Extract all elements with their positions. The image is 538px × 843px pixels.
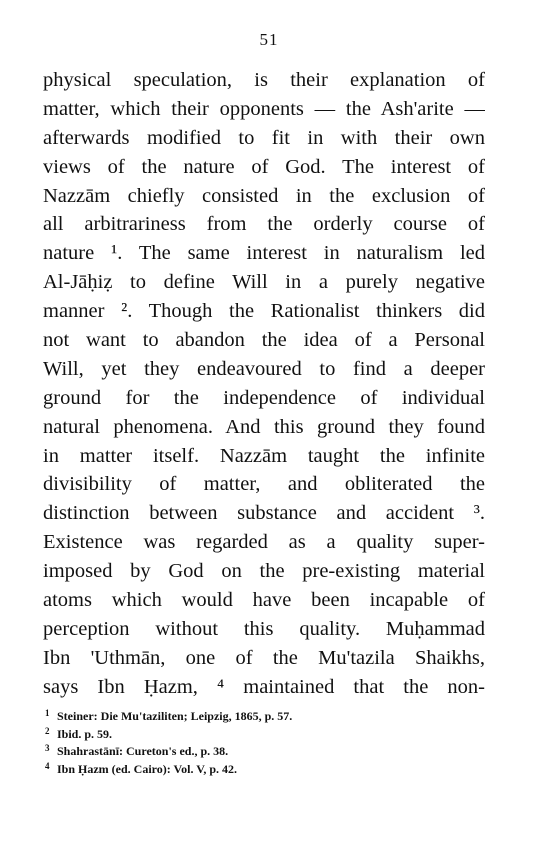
text-line: matter, which their opponents — the Ash'arite — bbox=[43, 97, 485, 120]
footnotes bbox=[43, 708, 493, 778]
text-line: afterwards modified to fit in with their own bbox=[43, 126, 485, 149]
text-line: distinction between substance and accident ³. bbox=[43, 502, 485, 525]
footnote-text: Steiner: Die Mu'taziliten; Leipzig, 1865, p. 57. bbox=[57, 709, 293, 723]
footnote bbox=[43, 708, 493, 726]
text-line: natural phenomena. And this ground they found bbox=[43, 415, 485, 438]
footnote-text: Ibn Ḥazm (ed. Cairo): Vol. V, p. 42. bbox=[57, 761, 238, 776]
page-number: 51 bbox=[259, 30, 279, 49]
body-text bbox=[43, 66, 485, 702]
text-line: not want to abandon the idea of a Personal bbox=[43, 329, 485, 352]
text-line: Existence was regarded as a quality super- bbox=[43, 531, 485, 554]
text-line: Al-Jāḥiẓ to define Will in a purely negative bbox=[43, 271, 485, 294]
text-line: physical speculation, is their explanation of bbox=[43, 69, 485, 91]
footnote-text: Ibid. p. 59. bbox=[57, 726, 113, 741]
footnote bbox=[43, 761, 493, 779]
text-line: manner ². Though the Rationalist thinkers did bbox=[43, 300, 485, 323]
text-line: all arbitrariness from the orderly course of bbox=[43, 213, 485, 236]
text-line: imposed by God on the pre-existing material bbox=[43, 560, 485, 583]
footnote-mark: 4 bbox=[45, 760, 50, 771]
text-line: Ibn 'Uthmān, one of the Mu'tazila Shaikhs, bbox=[43, 646, 485, 669]
footnote bbox=[43, 726, 493, 744]
footnote bbox=[43, 743, 493, 761]
footnote-text: Shahrastānī: Cureton's ed., p. 38. bbox=[57, 744, 229, 758]
text-line: says Ibn Ḥazm, ⁴ maintained that the non- bbox=[43, 675, 485, 698]
text-line: perception without this quality. Muḥammad bbox=[43, 617, 485, 640]
text-line: ground for the independence of individual bbox=[43, 386, 485, 409]
footnote-mark: 3 bbox=[45, 743, 50, 753]
text-line: Nazzām chiefly consisted in the exclusion of bbox=[43, 184, 485, 207]
text-line: in matter itself. Nazzām taught the infinite bbox=[43, 444, 485, 467]
text-line: views of the nature of God. The interest of bbox=[43, 155, 485, 178]
footnote-mark: 2 bbox=[45, 725, 50, 736]
text-line: nature ¹. The same interest in naturalism led bbox=[43, 242, 485, 265]
footnote-mark: 1 bbox=[45, 708, 50, 718]
text-line: atoms which would have been incapable of bbox=[43, 589, 485, 612]
text-line: Will, yet they endeavoured to find a deeper bbox=[43, 357, 485, 380]
text-line: divisibility of matter, and obliterated the bbox=[43, 473, 485, 496]
